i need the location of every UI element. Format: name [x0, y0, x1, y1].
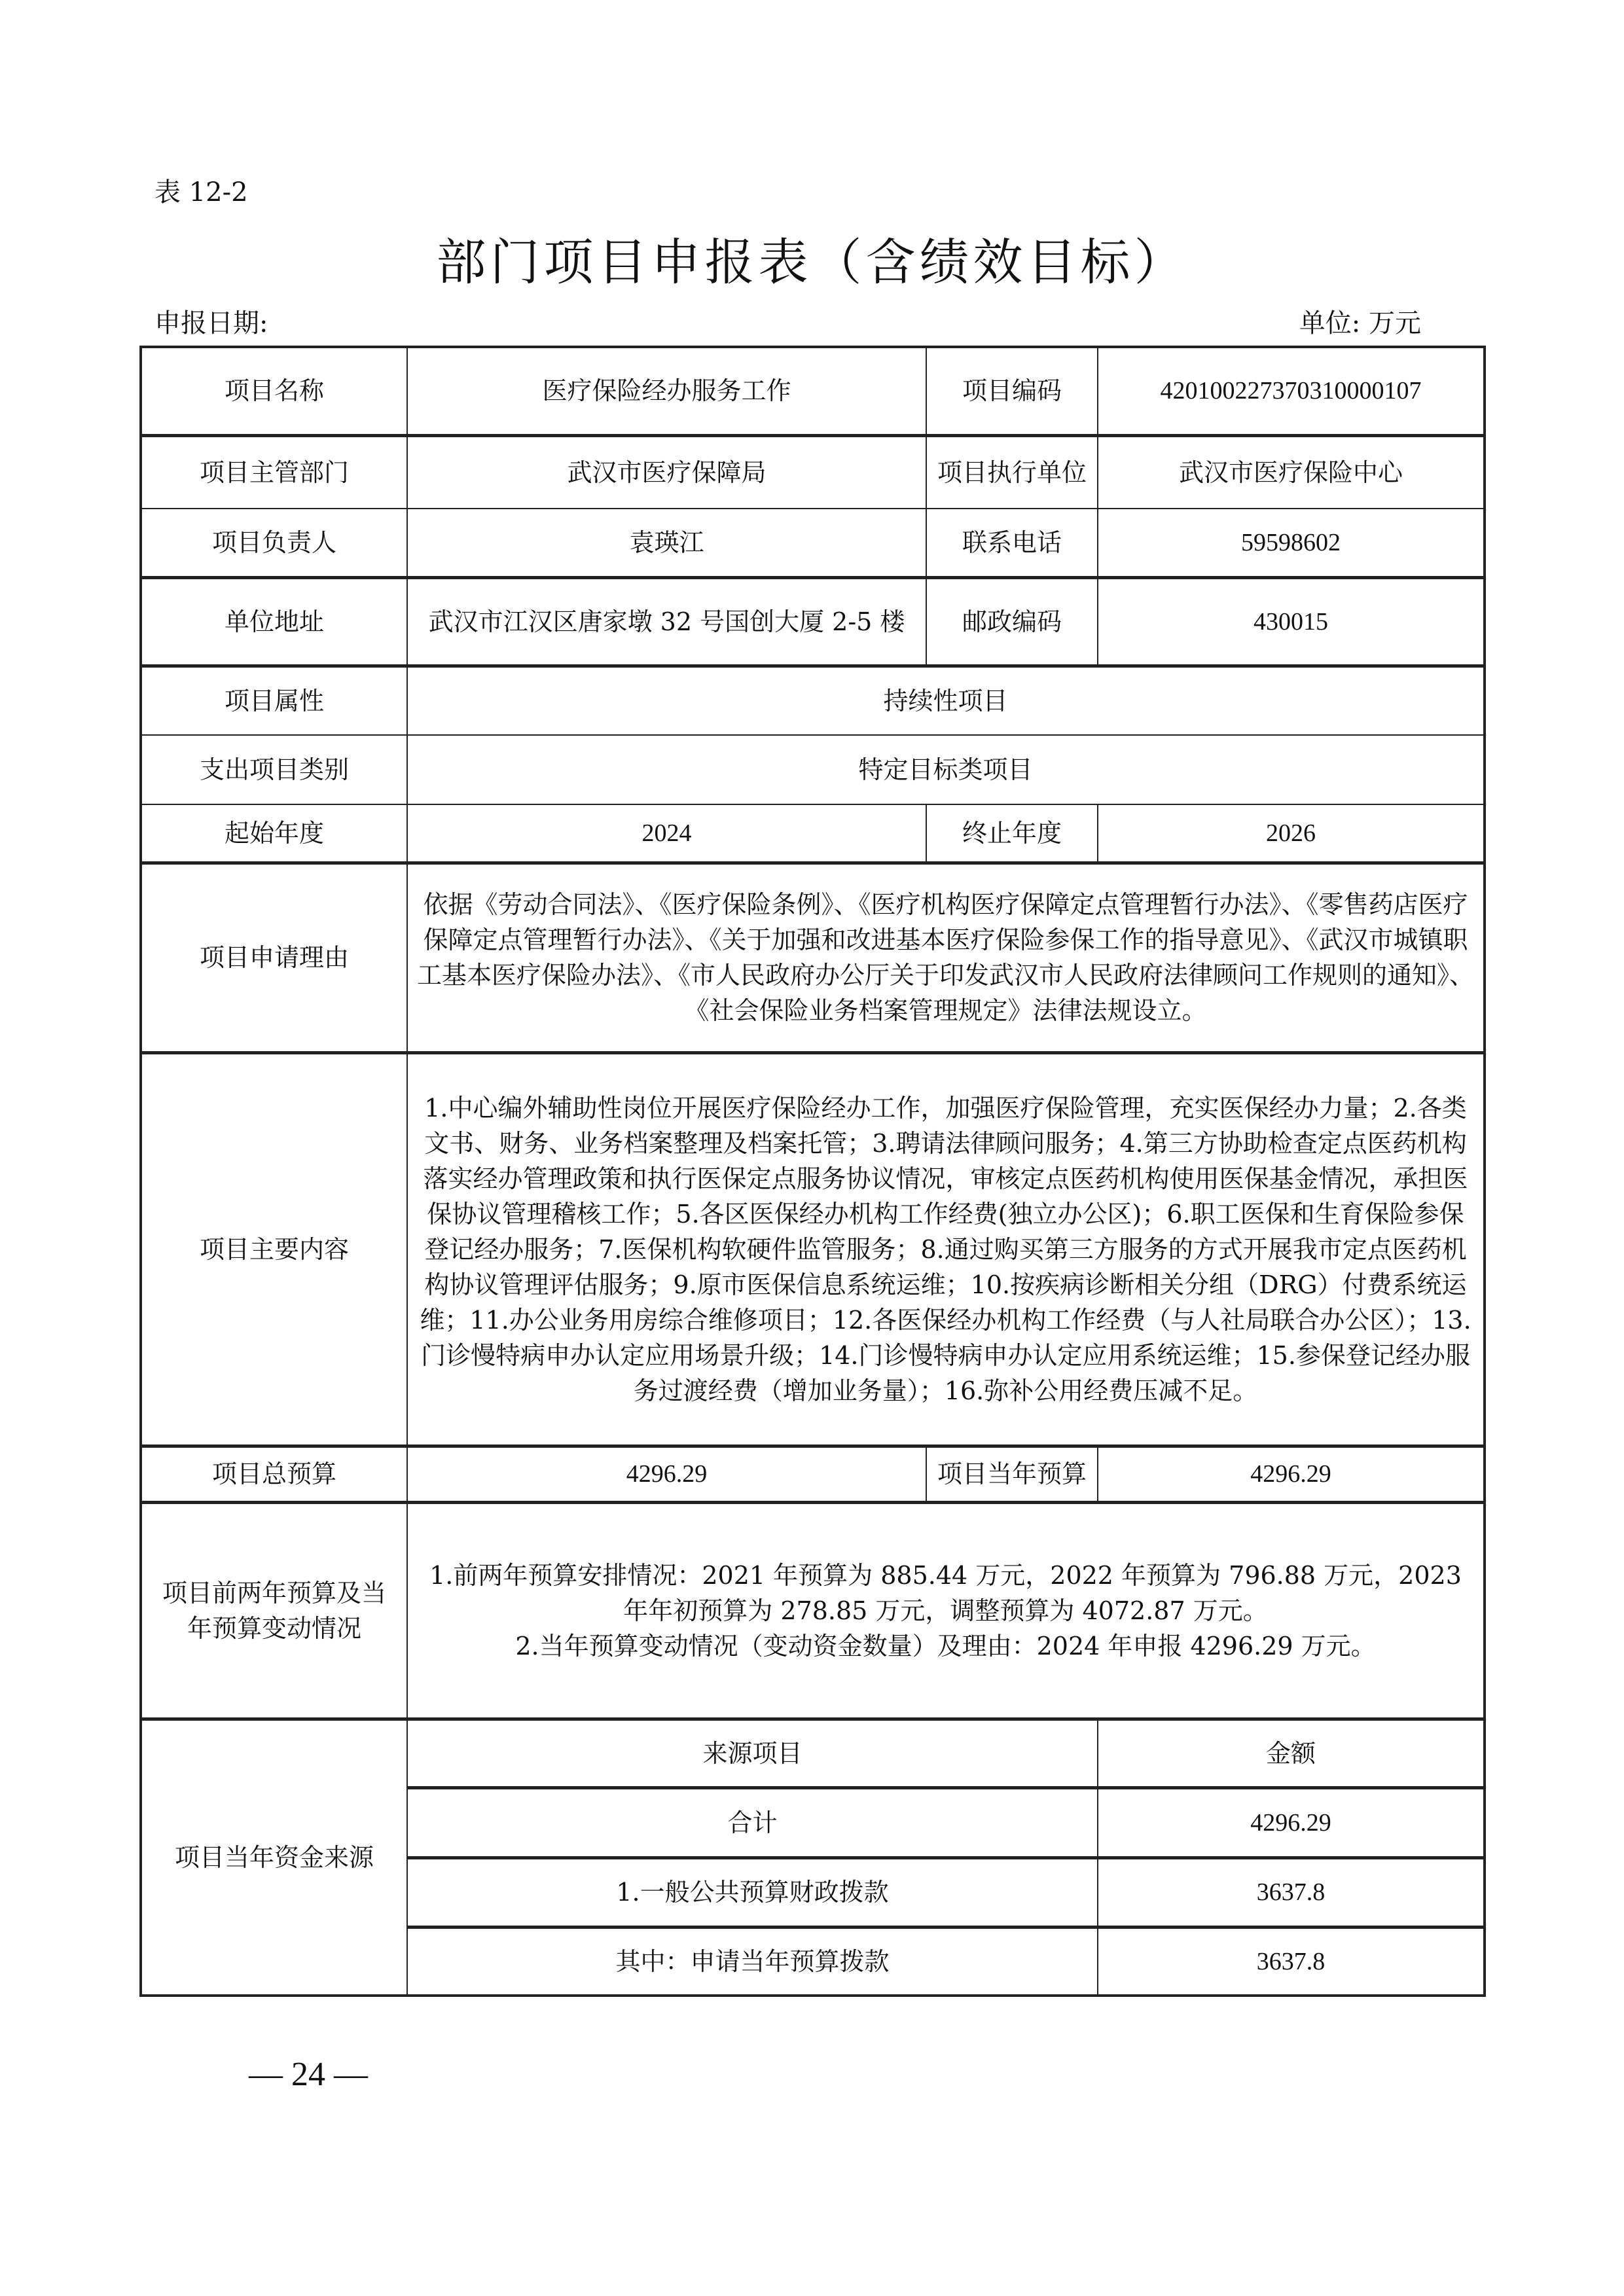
funding-item: 合计: [407, 1787, 1098, 1857]
row-category: [141, 735, 1485, 804]
phone-label: 联系电话: [926, 509, 1098, 577]
content-label: 项目主要内容: [141, 1052, 407, 1446]
end-year-value: 2026: [1098, 804, 1485, 863]
project-name-label: 项目名称: [141, 347, 407, 435]
funding-item: 其中：申请当年预算拨款: [407, 1927, 1098, 1996]
reason-value: 依据《劳动合同法》、《医疗保险条例》、《医疗机构医疗保障定点管理暂行办法》、《零售药店医疗保障定点管理暂行办法》、《关于加强和改进基本医疗保险参保工作的指导意见》、《武汉市城镇职工基本医疗保险办法》、《市人民政府办公厅关于印发武汉市人民政府法律顾问工作规则的通知》、《社会保险业务档案管理规定》法律法规设立。: [407, 863, 1485, 1052]
history-value: [407, 1502, 1485, 1719]
start-year-value: 2024: [407, 804, 926, 863]
leader-label: 项目负责人: [141, 509, 407, 577]
funding-label: 项目当年资金来源: [141, 1719, 407, 1996]
reason-label: 项目申请理由: [141, 863, 407, 1052]
funding-amount: 3637.8: [1098, 1857, 1485, 1927]
row-content: [141, 1052, 1485, 1446]
postcode-value: 430015: [1098, 577, 1485, 666]
document-title: 部门项目申报表（含绩效目标）: [436, 233, 1188, 291]
attribute-value: 持续性项目: [407, 666, 1485, 735]
report-date-label: 申报日期:: [154, 308, 268, 338]
funding-amount: 3637.8: [1098, 1927, 1485, 1996]
address-value: 武汉市江汉区唐家墩 32 号国创大厦 2-5 楼: [407, 577, 926, 666]
row-leader: [141, 509, 1485, 577]
project-code-value: 420100227370310000107: [1098, 347, 1485, 435]
exec-unit-label: 项目执行单位: [926, 435, 1098, 509]
unit-label: 单位: 万元: [1299, 308, 1421, 338]
total-budget-value: 4296.29: [407, 1446, 926, 1502]
exec-unit-value: 武汉市医疗保险中心: [1098, 435, 1485, 509]
postcode-label: 邮政编码: [926, 577, 1098, 666]
project-code-label: 项目编码: [926, 347, 1098, 435]
row-budget: [141, 1446, 1485, 1502]
start-year-label: 起始年度: [141, 804, 407, 863]
leader-value: 袁瑛江: [407, 509, 926, 577]
row-reason: [141, 863, 1485, 1052]
row-funding-header: [141, 1719, 1485, 1787]
row-department: [141, 435, 1485, 509]
phone-value: 59598602: [1098, 509, 1485, 577]
attribute-label: 项目属性: [141, 666, 407, 735]
address-label: 单位地址: [141, 577, 407, 666]
row-history: [141, 1502, 1485, 1719]
row-attribute: [141, 666, 1485, 735]
funding-header-source: 来源项目: [407, 1719, 1098, 1787]
category-label: 支出项目类别: [141, 735, 407, 804]
history-line-1: 1.前两年预算安排情况：2021 年预算为 885.44 万元，2022 年预算为 796.88 万元，2023 年年初预算为 278.85 万元，调整预算为 4072.87 万元。: [429, 1560, 1462, 1625]
table-number: 表 12-2: [154, 177, 248, 207]
history-line-2: 2.当年预算变动情况（变动资金数量）及理由：2024 年申报 4296.29 万元。: [515, 1631, 1376, 1660]
total-budget-label: 项目总预算: [141, 1446, 407, 1502]
row-years: [141, 804, 1485, 863]
dept-label: 项目主管部门: [141, 435, 407, 509]
history-label: 项目前两年预算及当年预算变动情况: [141, 1502, 407, 1719]
dept-value: 武汉市医疗保障局: [407, 435, 926, 509]
current-budget-label: 项目当年预算: [926, 1446, 1098, 1502]
funding-amount: 4296.29: [1098, 1787, 1485, 1857]
category-value: 特定目标类项目: [407, 735, 1485, 804]
project-name-value: 医疗保险经办服务工作: [407, 347, 926, 435]
page-number: — 24 —: [249, 2056, 368, 2093]
funding-item: 1.一般公共预算财政拨款: [407, 1857, 1098, 1927]
end-year-label: 终止年度: [926, 804, 1098, 863]
row-address: [141, 577, 1485, 666]
content-value: 1.中心编外辅助性岗位开展医疗保险经办工作，加强医疗保险管理，充实医保经办力量；2.各类文书、财务、业务档案整理及档案托管；3.聘请法律顾问服务；4.第三方协助检查定点医药机构落实经办管理政策和执行医保定点服务协议情况，审核定点医药机构使用医保基金情况，承担医保协议管理稽核工作；5.各区医保经办机构工作经费(独立办公区)；6.职工医保和生育保险参保登记经办服务；7.医保机构软硬件监管服务；8.通过购买第三方服务的方式开展我市定点医药机构协议管理评估服务；9.原市医保信息系统运维；10.按疾病诊断相关分组（DRG）付费系统运维；11.办公业务用房综合维修项目；12.各医保经办机构工作经费（与人社局联合办公区）；13.门诊慢特病申办认定应用场景升级；14.门诊慢特病申办认定应用系统运维；15.参保登记经办服务过渡经费（增加业务量）；16.弥补公用经费压减不足。: [407, 1052, 1485, 1446]
project-application-form: [139, 346, 1486, 1997]
row-project-name: [141, 347, 1485, 435]
current-budget-value: 4296.29: [1098, 1446, 1485, 1502]
funding-header-amount: 金额: [1098, 1719, 1485, 1787]
